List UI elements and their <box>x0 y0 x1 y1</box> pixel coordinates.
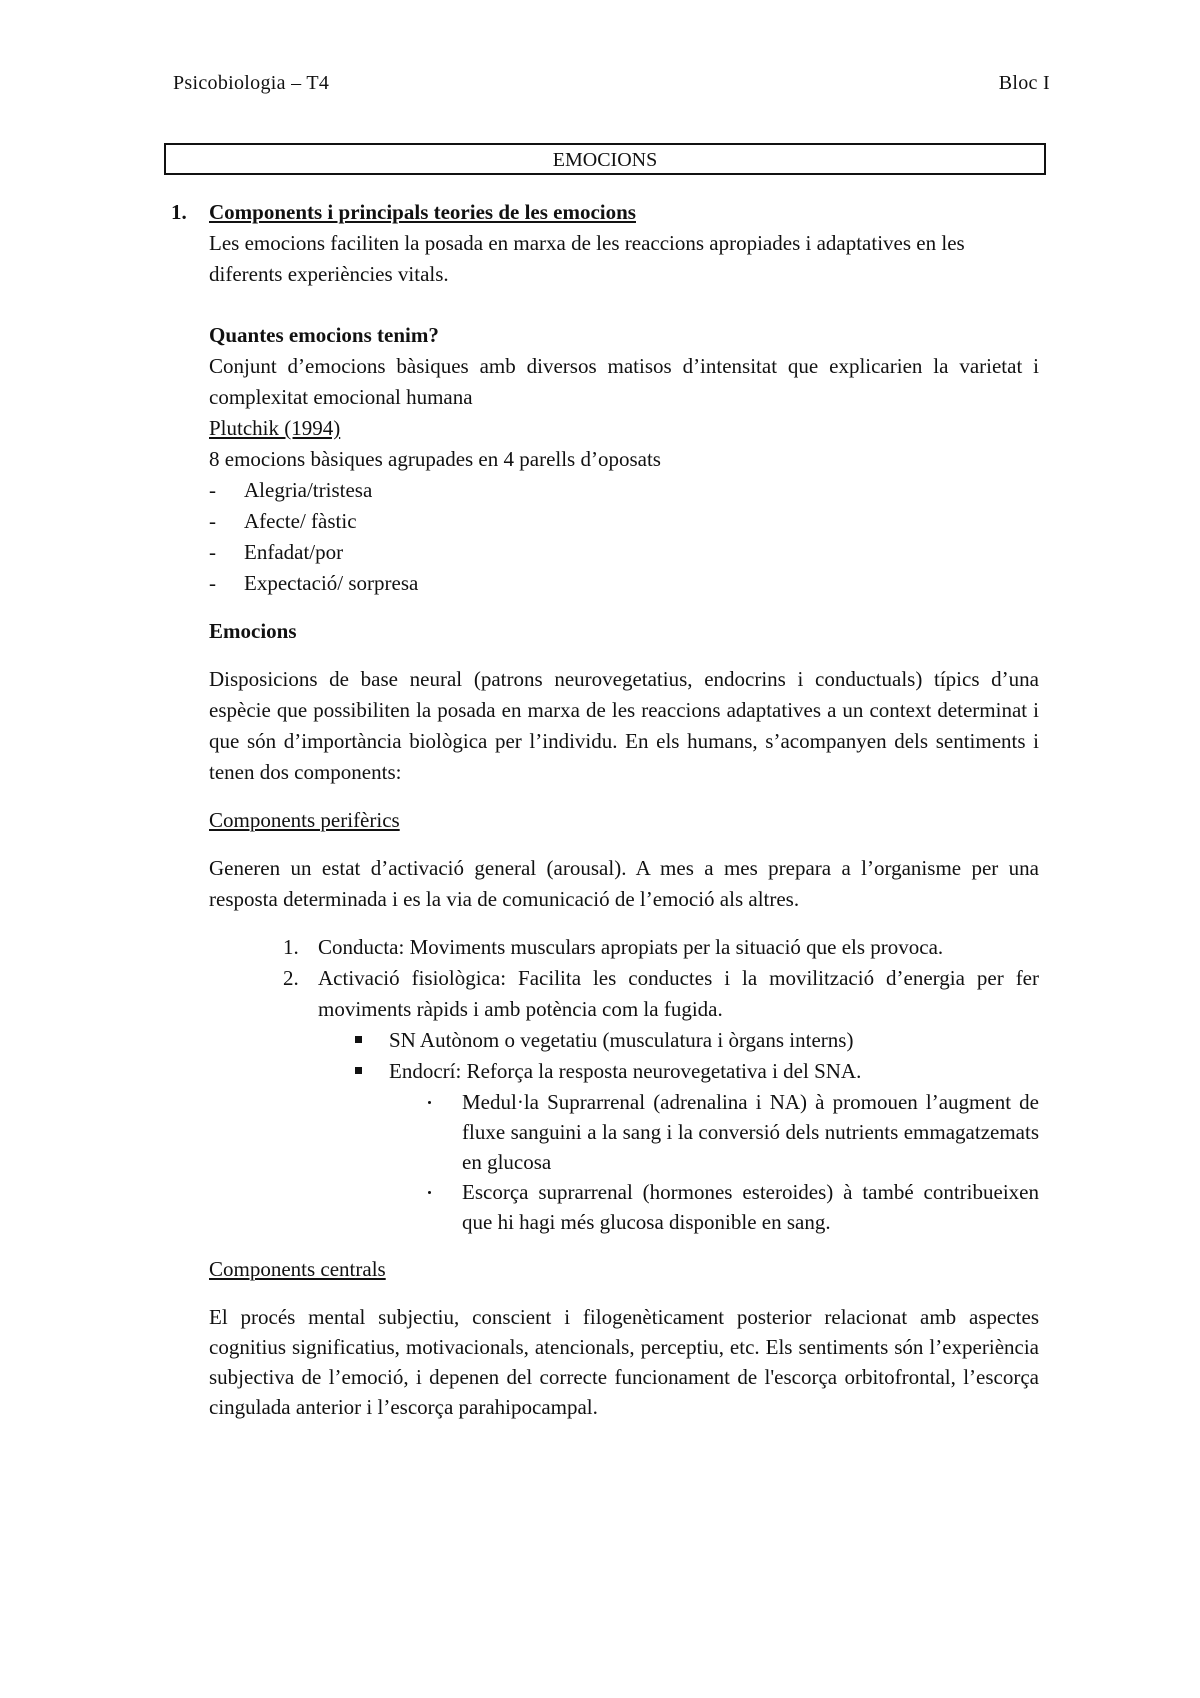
list-item: - Enfadat/por <box>209 537 1039 568</box>
item-text: Medul·la Suprarrenal (adrenalina i NA) à promouen l’augment de fluxe sanguini a la sang i la conversió dels nutrients emmagatzemats en glucosa <box>462 1090 1039 1174</box>
list-item <box>283 963 1039 1237</box>
item-number: 1. <box>283 935 299 959</box>
periferics-text: Generen un estat d’activació general (arousal). A mes a mes prepara a l’organisme per una resposta determinada i es la via de comunicació de l’emoció als altres. <box>209 856 1039 911</box>
list-item <box>283 932 1039 963</box>
item-text: Activació fisiològica: Facilita les conductes i la movilització d’energia per fer moviments ràpids i amb potència com la fugida. <box>318 966 1039 1021</box>
sub-sub-list <box>389 1087 1039 1237</box>
document-body <box>171 197 1039 1422</box>
list-item <box>389 1025 1039 1056</box>
list-item <box>462 1087 1039 1177</box>
item-text: Endocrí: Reforça la resposta neurovegetativa i del SNA. <box>389 1059 862 1083</box>
section-1 <box>171 197 1039 290</box>
header-right: Bloc I <box>998 72 1050 94</box>
list-item <box>389 1056 1039 1237</box>
section-heading: Components i principals teories de les emocions <box>209 200 636 224</box>
centrals-heading: Components centrals <box>209 1257 386 1281</box>
list-item: - Expectació/ sorpresa <box>209 568 1039 599</box>
periferics-heading: Components perifèrics <box>209 808 400 832</box>
section-number: 1. <box>171 200 187 224</box>
item-text: SN Autònom o vegetatiu (musculatura i òrgans interns) <box>389 1028 854 1052</box>
dot-bullet-icon <box>428 1101 431 1104</box>
emocions-definition: Disposicions de base neural (patrons neurovegetatius, endocrins i conductuals) típics d’una espècie que possibiliten la posada en marxa de les reaccions adaptatives a un context determinat i que són d’importància biològica per l’individu. En els humans, s’acompanyen dels sentiments i tenen dos components: <box>209 667 1039 784</box>
quantes-heading: Quantes emocions tenim? <box>209 323 439 347</box>
list-item: - Alegria/tristesa <box>209 475 1039 506</box>
header-left: Psicobiologia – T4 <box>173 72 330 94</box>
item-text: Escorça suprarrenal (hormones esteroides) à també contribueixen que hi hagi més glucosa disponible en sang. <box>462 1180 1039 1234</box>
section-intro: Les emocions faciliten la posada en marxa de les reaccions apropiades i adaptatives en les diferents experiències vitals. <box>209 231 965 286</box>
item-text: Conducta: Moviments musculars apropiats per la situació que els provoca. <box>318 935 944 959</box>
sub-list <box>318 1025 1039 1237</box>
square-bullet-icon <box>355 1036 362 1043</box>
list-item <box>462 1177 1039 1237</box>
quantes-summary: 8 emocions bàsiques agrupades en 4 parells d’oposats <box>209 447 661 471</box>
square-bullet-icon <box>355 1067 362 1074</box>
list-item: - Afecte/ fàstic <box>209 506 1039 537</box>
dot-bullet-icon <box>428 1191 431 1194</box>
periferics-list <box>209 932 1039 1237</box>
plutchik-reference: Plutchik (1994) <box>209 416 341 440</box>
document-title: EMOCIONS <box>164 143 1046 175</box>
emotion-pairs-list <box>209 475 1039 599</box>
item-number: 2. <box>283 966 299 990</box>
quantes-text: Conjunt d’emocions bàsiques amb diversos matisos d’intensitat que explicarien la varietat i complexitat emocional humana <box>209 354 1039 409</box>
emocions-heading: Emocions <box>209 619 297 643</box>
centrals-text: El procés mental subjectiu, conscient i filogenèticament posterior relacionat amb aspectes cognitius significatius, motivacionals, atencionals, perceptiu, etc. Els sentiments són l’experiència subjectiva de l’emoció, i depenen del correcte funcionament de l'escorça orbitofrontal, l’escorça cingulada anterior i l’escorça parahipocampal. <box>209 1305 1039 1419</box>
